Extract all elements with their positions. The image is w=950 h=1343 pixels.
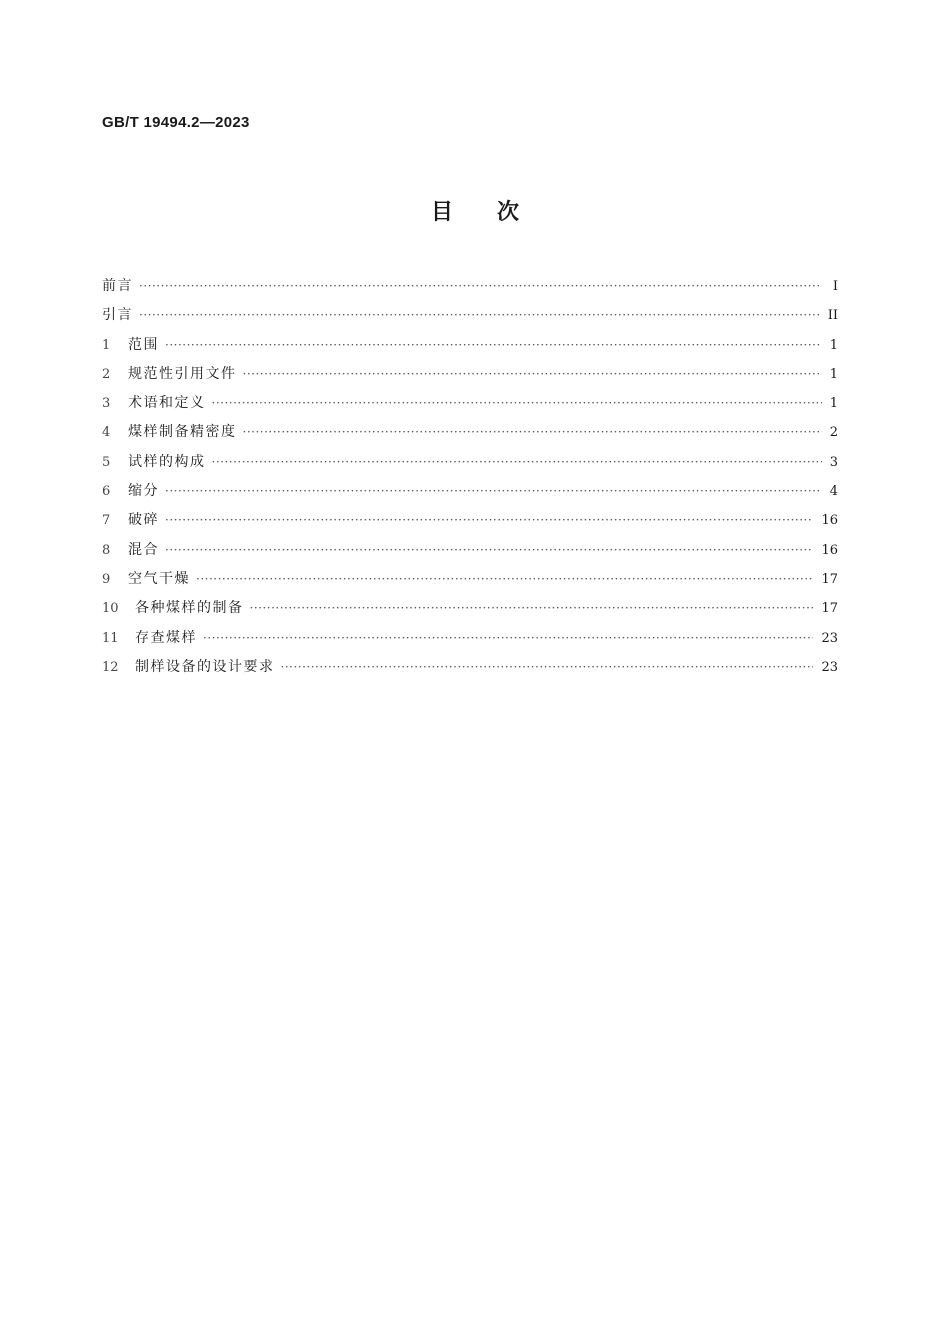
toc-entry-label: 术语和定义	[128, 395, 206, 412]
toc-entry[interactable]	[102, 594, 838, 623]
toc-entry-page: 16	[821, 542, 838, 558]
toc-entry-page: 3	[829, 454, 838, 470]
toc-entry-number: 8	[102, 542, 111, 558]
toc-entry-label: 空气干燥	[128, 570, 190, 587]
toc-entry-page: 1	[829, 366, 838, 382]
toc-dot-leader	[165, 477, 822, 506]
toc-entry[interactable]	[102, 624, 838, 653]
toc-entry[interactable]	[102, 653, 838, 682]
toc-entry[interactable]	[102, 506, 838, 535]
toc-entry-page: 17	[821, 571, 838, 587]
toc-dot-leader	[203, 624, 813, 653]
toc-entry[interactable]	[102, 448, 838, 477]
toc-entry-page: 23	[821, 630, 838, 646]
toc-entry-label: 缩分	[128, 483, 159, 500]
toc-dot-leader	[139, 272, 822, 301]
toc-entry-number: 2	[102, 366, 111, 382]
toc-entry-page: 1	[829, 337, 838, 353]
table-of-contents	[102, 272, 838, 682]
toc-entry-label: 规范性引用文件	[128, 365, 237, 382]
toc-entry-number: 10	[102, 601, 119, 617]
toc-title: 目次	[430, 200, 563, 225]
toc-entry-label: 试样的构成	[128, 453, 206, 470]
toc-entry[interactable]	[102, 418, 838, 447]
toc-entry[interactable]	[102, 389, 838, 418]
toc-dot-leader	[139, 301, 820, 330]
toc-entry-number: 11	[102, 630, 119, 646]
toc-dot-leader	[243, 418, 822, 447]
toc-entry-page: 4	[829, 484, 838, 500]
toc-dot-leader	[212, 389, 822, 418]
toc-entry-label: 煤样制备精密度	[128, 424, 237, 441]
toc-entry-label: 存查煤样	[135, 629, 197, 646]
toc-dot-leader	[281, 653, 814, 682]
toc-dot-leader	[212, 448, 822, 477]
toc-entry-page: I	[832, 279, 838, 294]
toc-entry[interactable]	[102, 477, 838, 506]
toc-entry-label: 各种煤样的制备	[135, 600, 244, 617]
toc-dot-leader	[165, 506, 813, 535]
toc-dot-leader	[250, 594, 814, 623]
toc-entry-page: 2	[829, 425, 838, 441]
toc-entry[interactable]	[102, 360, 838, 389]
toc-entry-label: 引言	[102, 307, 133, 324]
toc-entry-label: 破碎	[128, 512, 159, 529]
toc-entry[interactable]	[102, 301, 838, 330]
toc-entry-label: 混合	[128, 541, 159, 558]
toc-entry-label: 前言	[102, 278, 133, 294]
toc-entry[interactable]	[102, 565, 838, 594]
toc-entry-number: 6	[102, 484, 111, 500]
toc-entry-number: 3	[102, 396, 111, 412]
toc-dot-leader	[165, 331, 822, 360]
toc-entry-page: 23	[821, 659, 838, 675]
toc-entry-page: 16	[821, 513, 838, 529]
toc-entry-number: 1	[102, 337, 111, 353]
toc-entry-label: 制样设备的设计要求	[135, 658, 275, 675]
toc-entry-number: 5	[102, 454, 111, 470]
toc-entry-page: II	[827, 308, 838, 324]
toc-entry-page: 1	[829, 396, 838, 412]
toc-dot-leader	[165, 536, 813, 565]
toc-entry-number: 4	[102, 425, 111, 441]
toc-entry[interactable]	[102, 331, 838, 360]
toc-dot-leader	[196, 565, 813, 594]
toc-entry-label: 范围	[128, 336, 159, 353]
toc-entry-number: 9	[102, 571, 111, 587]
toc-entry-number: 7	[102, 513, 111, 529]
toc-entry[interactable]	[102, 272, 838, 301]
toc-entry-number: 12	[102, 659, 119, 675]
toc-dot-leader	[243, 360, 822, 389]
toc-entry-page: 17	[821, 601, 838, 617]
toc-entry[interactable]	[102, 536, 838, 565]
standard-code: GB/T 19494.2—2023	[102, 114, 250, 131]
